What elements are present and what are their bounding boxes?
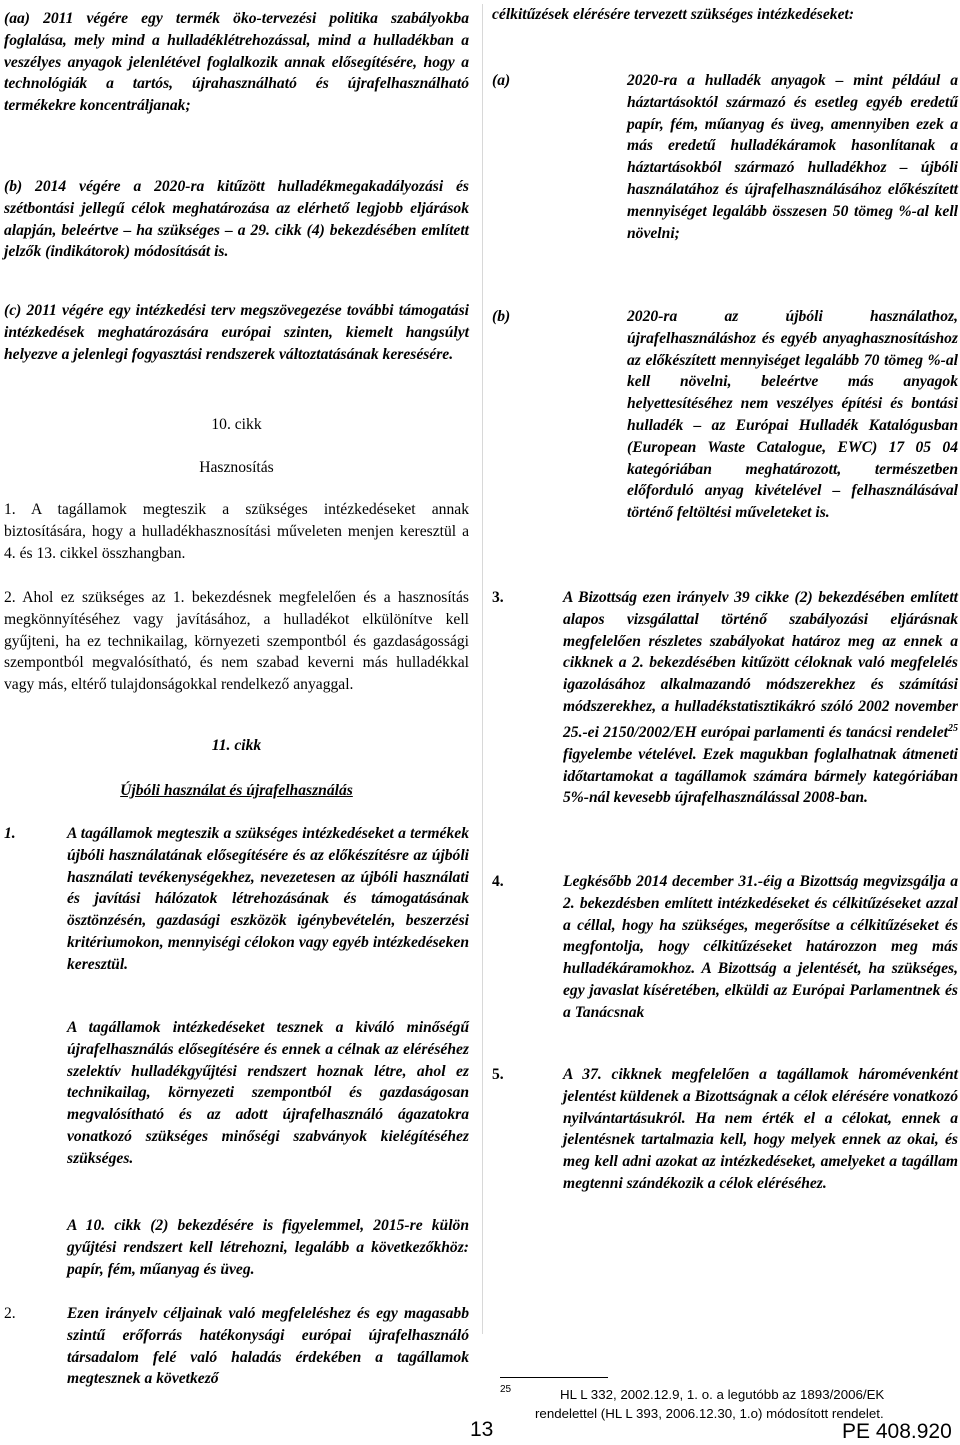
right-intro: célkitűzések elérésére tervezett szükséges intézkedéseket:: [492, 6, 855, 23]
item-b-label: (b): [492, 308, 511, 325]
article-10-paragraph-2: 2. Ahol ez szükséges az 1. bekezdésnek megfelelően és a hasznosítás megkönnyítéséhez vagy javításához, a hulladékot elkülönítve kell gyűjteni, ha ez technikailag, környezeti szempontból és gazdaságossági szempontból megvalósítható, és nem szabad keverni más hulladékkal vagy más, eltérő tulajdonságokkal rendelkező anyaggal.: [4, 589, 469, 694]
column-divider: [482, 4, 483, 1334]
paragraph-b: (b) 2014 végére a 2020-ra kitűzött hulladékmegakadályozási és szétbontási jellegű célok meghatározása az elérhető legjobb eljárások alapján, beleértve ‒ ha szükséges ‒ a 29. cikk (4) bekezdésében említett jelzők (indikátorok) módosítását is.: [4, 178, 469, 261]
paragraph-5-number: 5.: [492, 1066, 504, 1083]
paragraph-c: (c) 2011 végére egy intézkedési terv megszövegezése további támogatási intézkedések meghatározására európai szinten, kiemelt hangsúlyt helyezve a jelenlegi fogyasztási rendszerek változtatásának keresésére.: [4, 302, 469, 363]
article-11-paragraph-2-number: 2.: [4, 1305, 16, 1322]
paragraph-aa: (aa) 2011 végére egy termék öko-tervezési politika szabályokba foglalása, mely mind a hulladéklétrehozással, mind a hulladékban a veszélyes anyagok jelenlétével foglalkozik annak elősegítésére, hogy a technológiák a tartós, újrahasználható és újrafelhasználható termékekre koncentráljanak;: [4, 10, 469, 115]
document-reference: PE 408.920: [842, 1420, 952, 1443]
item-b-text: 2020-ra az újbóli használathoz, újrafelhasználáshoz és egyéb anyaghasznosításhoz az előkészített mennyiséget legalább 70 tömeg %-al kell növelni, beleértve más anyagok helyettesítéséhez nem veszélyes építési és bontási hulladék – az Európai Hulladék Katalógusban (European Waste Catalogue, EWC) 17 05 04 kategóriában meghatározott, természetben előforduló anyag kivételével – felhasználásával történő feltöltési műveleteket is.: [627, 308, 958, 522]
footnote-separator: [500, 1377, 608, 1378]
paragraph-5: A 37. cikknek megfelelően a tagállamok háromévenként jelentést küldenek a Bizottságnak a célok elérésére vonatkozó nyilvántartásukról. Ha nem érték el a célokat, ennek a jelentésnek tartalmazia kell, hogy melyek ennek az okai, és meg kell adni azokat az intézkedéseket, amelyeket a tagállam megtenni szándékozik a célok eléréséhez.: [563, 1066, 958, 1192]
article-10-paragraph-1: 1. A tagállamok megteszik a szükséges intézkedéseket annak biztosítására, hogy a hulladékhasznosítási műveleten menjen keresztül a 4. és 13. cikkel összhangban.: [4, 501, 469, 562]
item-a-text: 2020-ra a hulladék anyagok ‒ mint például a háztartásoktól származó és esetleg egyéb eredetű papír, fém, műanyag és üveg, amennyiben ezek a más eredetű hulladékáramok hasonlítanak a háztartásokból származó hulladékhoz ‒ újbóli használatához és újrafelhasználásához előkészített mennyiséget legalább összesen 50 tömeg %-al kell növelni;: [627, 72, 958, 242]
paragraph-3-text-a: A Bizottság ezen irányelv 39 cikke (2) bekezdésében említett alapos vizsgálattal történő szabályozási eljárásnak megfelelően részletes szabályokat határoz meg az ennek a cikknek a 2. bekezdésében kitűzött céloknak való megfelelés igazolásához alkalmazandó módszerekhez és számítási módszerekhez, a hulladékstatisztikákró szóló 2002 november 25.-ei 2150/2002/EH európai parlamenti és tanácsi rendelet: [563, 589, 958, 741]
paragraph-4: Legkésőbb 2014 december 31.-éig a Bizottság megvizsgálja a 2. bekezdésben említett intézkedéseket és célkitűzéseket azzal a céllal, hogy ha szükséges, megerősítse a célkitűzéseket és megfontolja, hogy célkitűzéseket határozzon meg más hulladékáramokhoz. A Bizottság a jelentését, ha szükséges, egy javaslat kíséretében, elküldi az Európai Parlamentnek és a Tanácsnak: [563, 873, 958, 1021]
paragraph-3-number: 3.: [492, 589, 504, 606]
paragraph-4-number: 4.: [492, 873, 504, 890]
article-11-paragraph-1c: A 10. cikk (2) bekezdésére is figyelemmel, 2015-re külön gyűjtési rendszert kell létrehozni, legalább a következőkhöz: papír, fém, műanyag és üveg.: [67, 1217, 469, 1278]
paragraph-3: [563, 587, 958, 809]
article-10-number: 10. cikk: [211, 416, 262, 433]
article-10-title: Hasznosítás: [199, 459, 274, 476]
article-11-title: Újbóli használat és újrafelhasználás: [120, 782, 353, 799]
article-11-number: 11. cikk: [211, 737, 262, 754]
page-number: 13: [470, 1418, 494, 1441]
footnote-line-2: rendelettel (HL L 393, 2006.12.30, 1.o) módosított rendelet.: [535, 1406, 884, 1421]
article-11-paragraph-1-number: 1.: [4, 825, 16, 842]
footnote-reference: 25: [948, 722, 958, 734]
footnote-line-1: HL L 332, 2002.12.9, 1. o. a legutóbb az 1893/2006/EK: [560, 1387, 885, 1402]
article-11-paragraph-1: A tagállamok megteszik a szükséges intézkedéseket a termékek újbóli használatának elősegítésére és az előkészítésre az újbóli használati tevékenységekhez, nevezetesen az újbóli használati és javítási hálózatok létrehozásának és támogatásának ösztönzésén, gazdasági eszközök igénybevételén, beszerzési kritériumokon, mennyiségi célokon vagy egyéb intézkedéseken keresztül.: [67, 825, 469, 973]
article-11-paragraph-1b: A tagállamok intézkedéseket tesznek a kiváló minőségű újrafelhasználás elősegítésére és ennek a célnak az eléréséhez szelektív hulladékgyűjtési rendszert hoznak létre, ahol ez technikailag, környezeti szempontból és gazdaságosan megvalósítható és az adott újrafelhasználó ágazatokra vonatkozó szükséges minőségi szabványok kielégítéséhez szükséges.: [67, 1019, 469, 1167]
article-11-paragraph-2: Ezen irányelv céljainak való megfeleléshez és egy magasabb szintű erőforrás hatékonysági európai újrafelhasználó társadalom felé való haladás érdekében a tagállamok megtesznek a következő: [67, 1305, 469, 1388]
item-a-label: (a): [492, 72, 511, 89]
footnote-mark: 25: [500, 1384, 512, 1395]
paragraph-3-text-b: figyelembe vételével. Ezek magukban foglalhatnak átmeneti időtartamokat a tagállamok számára bármely kategóriában 5%-nál kevesebb újrafelhasználással 2008-ban.: [563, 745, 958, 807]
